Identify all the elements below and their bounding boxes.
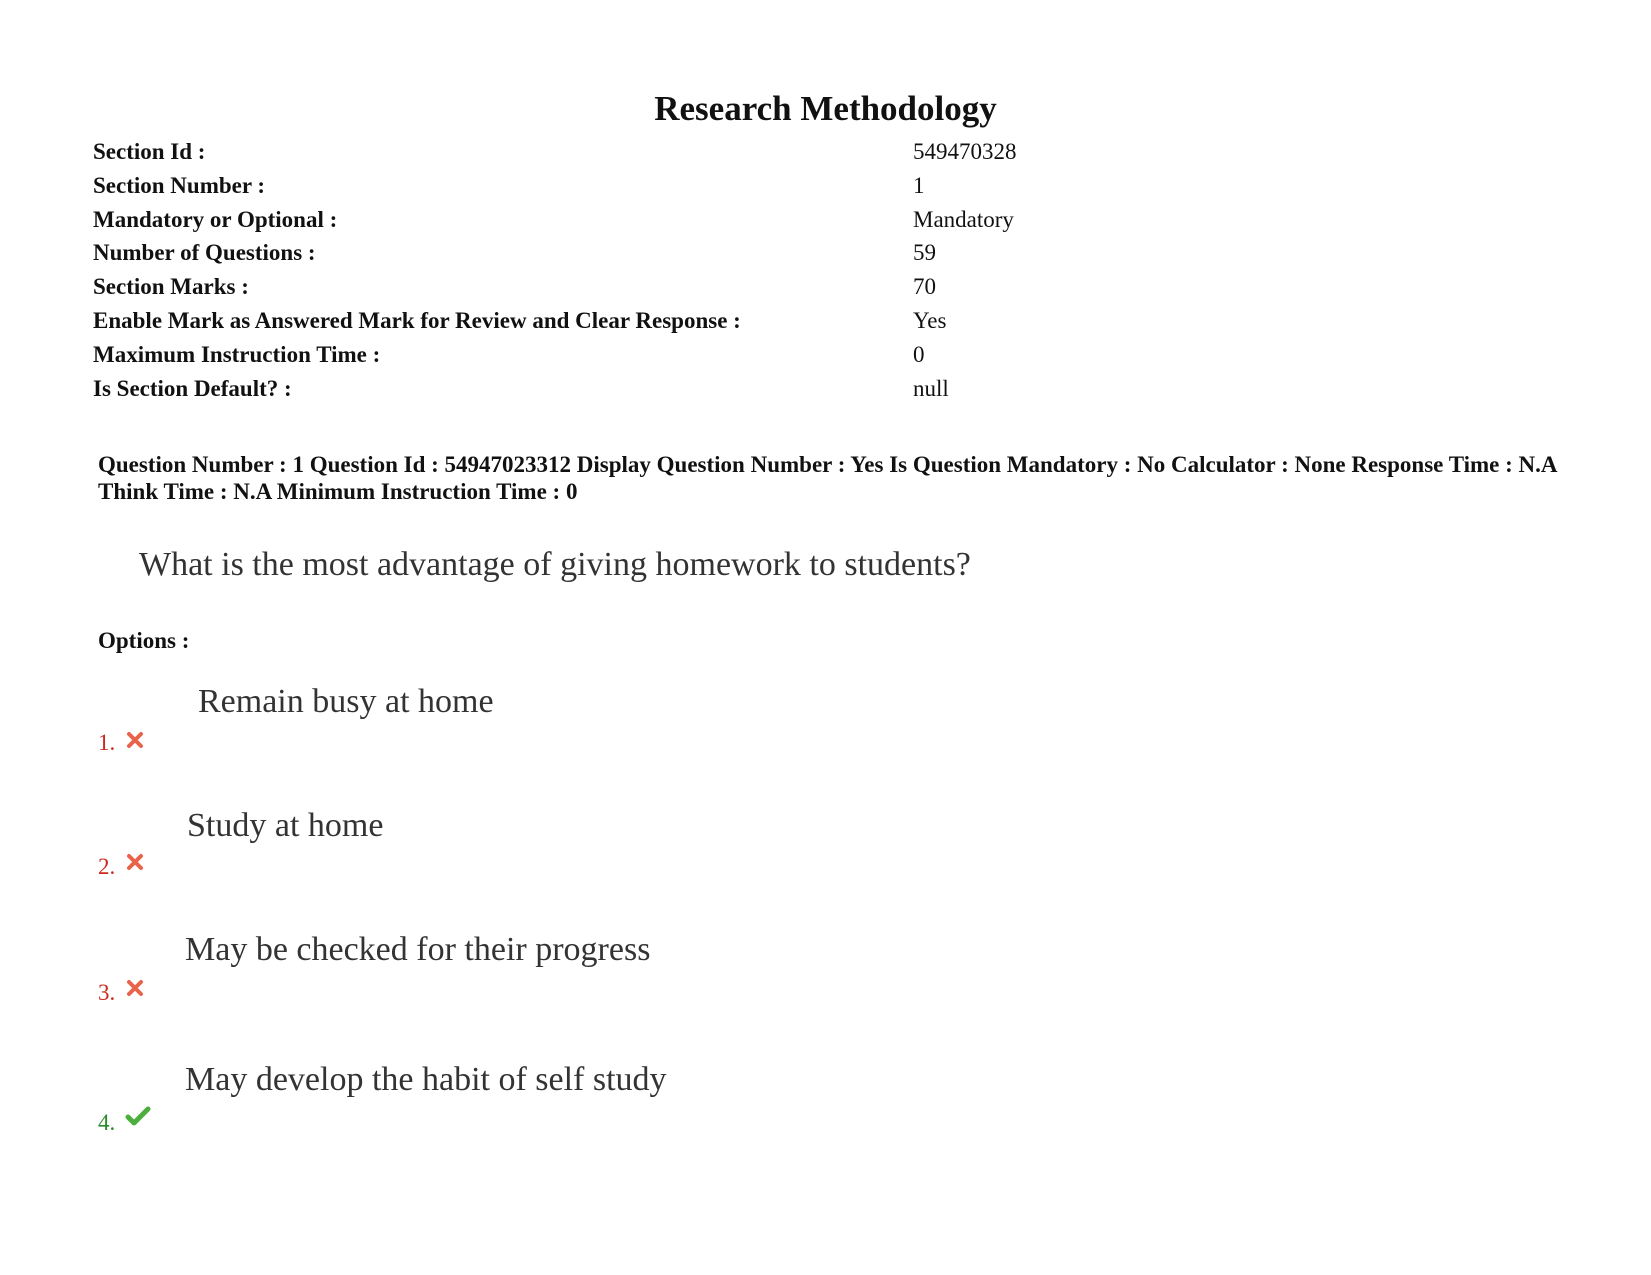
info-label: Section Id : <box>93 139 206 164</box>
info-value: 0 <box>913 341 925 367</box>
info-value: Mandatory <box>913 206 1014 232</box>
info-label: Number of Questions : <box>93 240 316 266</box>
options-label: Options : <box>98 628 190 653</box>
info-value: 70 <box>913 274 936 300</box>
option-number: 1. <box>98 730 116 755</box>
option-number: 3. <box>98 980 116 1005</box>
info-row-section-default <box>93 375 1493 409</box>
check-icon <box>125 1106 151 1126</box>
info-row-mandatory <box>93 206 1493 240</box>
question-meta: Question Number : 1 Question Id : 54947023312 Display Question Number : Yes Is Question Mandatory : No Calculator : None Response Time : N.A Think Time : N.A Minimum Instruction Time : 0 <box>98 452 1557 504</box>
option-1 <box>98 682 998 792</box>
option-text: Remain busy at home <box>198 683 494 720</box>
info-value: Yes <box>913 307 947 333</box>
info-label: Is Section Default? : <box>93 375 292 401</box>
option-4 <box>98 1060 998 1170</box>
info-value: null <box>913 375 949 401</box>
info-value: 549470328 <box>913 139 1017 164</box>
info-row-section-number <box>93 172 1493 206</box>
info-value: 59 <box>913 240 936 266</box>
info-value: 1 <box>913 172 925 198</box>
option-2 <box>98 806 998 916</box>
cross-icon <box>125 730 145 750</box>
info-row-instruction-time <box>93 341 1493 375</box>
info-label: Maximum Instruction Time : <box>93 341 381 367</box>
info-label: Section Number : <box>93 172 266 198</box>
option-text: May develop the habit of self study <box>185 1061 667 1098</box>
info-row-question-count <box>93 239 1493 273</box>
info-label: Section Marks : <box>93 274 249 300</box>
option-number: 2. <box>98 854 116 879</box>
section-info-table <box>93 138 1493 408</box>
option-text: Study at home <box>187 807 384 844</box>
info-label: Mandatory or Optional : <box>93 206 338 232</box>
option-number: 4. <box>98 1110 116 1135</box>
info-label: Enable Mark as Answered Mark for Review and Clear Response : <box>93 307 741 333</box>
page-title: Research Methodology <box>654 89 997 128</box>
question-text: What is the most advantage of giving homework to students? <box>139 546 971 583</box>
cross-icon <box>125 852 145 872</box>
info-row-enable-mark <box>93 307 1493 341</box>
info-row-section-id <box>93 138 1493 172</box>
option-3 <box>98 930 998 1040</box>
option-text: May be checked for their progress <box>185 931 651 968</box>
cross-icon <box>125 978 145 998</box>
info-row-section-marks <box>93 273 1493 307</box>
